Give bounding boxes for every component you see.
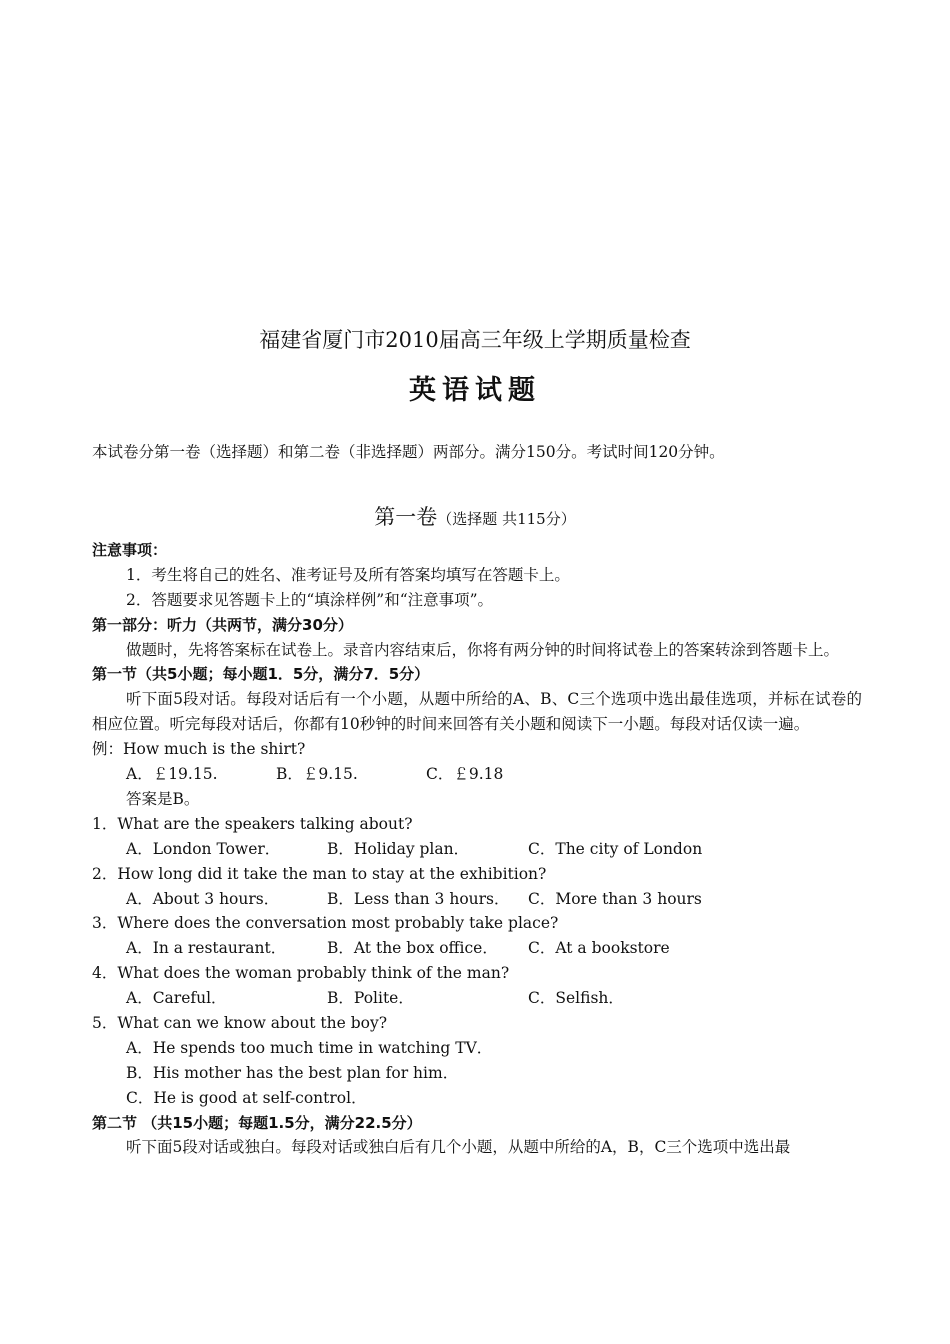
option-a: A．London Tower．: [126, 839, 281, 858]
notice-item: 1．考生将自己的姓名、准考证号及所有答案均填写在答题卡上。: [126, 565, 570, 584]
section2-heading: 第二节 （共15小题；每题1.5分，满分22.5分）: [92, 1113, 422, 1132]
question-4-options: [92, 986, 862, 1011]
option-b: B．Holiday plan．: [327, 839, 470, 858]
notice-item: 2．答题要求见答题卡上的“填涂样例”和“注意事项”。: [126, 590, 494, 609]
exam-title: 英语试题: [409, 375, 541, 406]
option-a: A．￡19.15.: [126, 765, 218, 784]
example-question: 例：How much is the shirt?: [92, 740, 306, 759]
option-c: C．Selfish．: [528, 989, 624, 1008]
option-b: B．Less than 3 hours．: [327, 889, 510, 908]
question-3: 3．Where does the conversation most probably take place?: [92, 914, 559, 933]
part1-heading: 第一部分：听力（共两节，满分30分）: [92, 615, 353, 634]
volume-heading: [0, 501, 950, 531]
question-4: 4．What does the woman probably think of the man?: [92, 964, 510, 983]
question-3-options: [92, 936, 862, 961]
option-b: B．￡9.15.: [276, 765, 358, 784]
section1-instruction: 听下面5段对话。每段对话后有一个小题，从题中所给的A、B、C三个选项中选出最佳选项，并标在试卷的相应位置。听完每段对话后，你都有10秒钟的时间来回答有关小题和阅读下一小题。每段对话仅读一遍。: [92, 690, 862, 734]
part1-instruction: 做题时，先将答案标在试卷上。录音内容结束后，你将有两分钟的时间将试卷上的答案转涂到答题卡上。: [126, 640, 840, 659]
question-1: 1．What are the speakers talking about?: [92, 814, 413, 833]
option-c: C．More than 3 hours: [528, 889, 702, 908]
exam-subtitle: 福建省厦门市2010届高三年级上学期质量检查: [259, 328, 691, 352]
option-c: C．The city of London: [528, 839, 703, 858]
exam-intro: 本试卷分第一卷（选择题）和第二卷（非选择题）两部分。满分150分。考试时间120分钟。: [92, 443, 725, 461]
option-a: A．He spends too much time in watching TV．: [126, 1038, 493, 1057]
volume-name: 第一卷: [374, 505, 438, 529]
section1-heading: 第一节（共5小题；每小题1．5分，满分7．5分）: [92, 665, 430, 684]
example-options: [92, 762, 862, 787]
question-2-options: [92, 887, 862, 912]
volume-note: （选择题 共115分）: [437, 510, 576, 528]
option-b: B．At the box office．: [327, 939, 498, 958]
option-a: A．Careful．: [126, 989, 227, 1008]
option-c: C．He is good at self-control．: [126, 1088, 367, 1107]
question-2: 2．How long did it take the man to stay at the exhibition?: [92, 864, 547, 883]
option-c: C．￡9.18: [426, 765, 504, 784]
option-c: C．At a bookstore: [528, 939, 670, 958]
option-a: A．About 3 hours．: [126, 889, 280, 908]
notice-heading: 注意事项：: [92, 541, 168, 559]
option-b: B．His mother has the best plan for him．: [126, 1063, 459, 1082]
question-1-options: [92, 837, 862, 862]
question-5: 5．What can we know about the boy?: [92, 1013, 388, 1032]
exam-body: [92, 538, 862, 1160]
section2-instruction: 听下面5段对话或独白。每段对话或独白后有几个小题，从题中所给的A，B，C三个选项中选出最: [126, 1138, 791, 1157]
option-a: A．In a restaurant．: [126, 939, 287, 958]
example-answer: 答案是B。: [126, 789, 200, 808]
option-b: B．Polite．: [327, 989, 414, 1008]
